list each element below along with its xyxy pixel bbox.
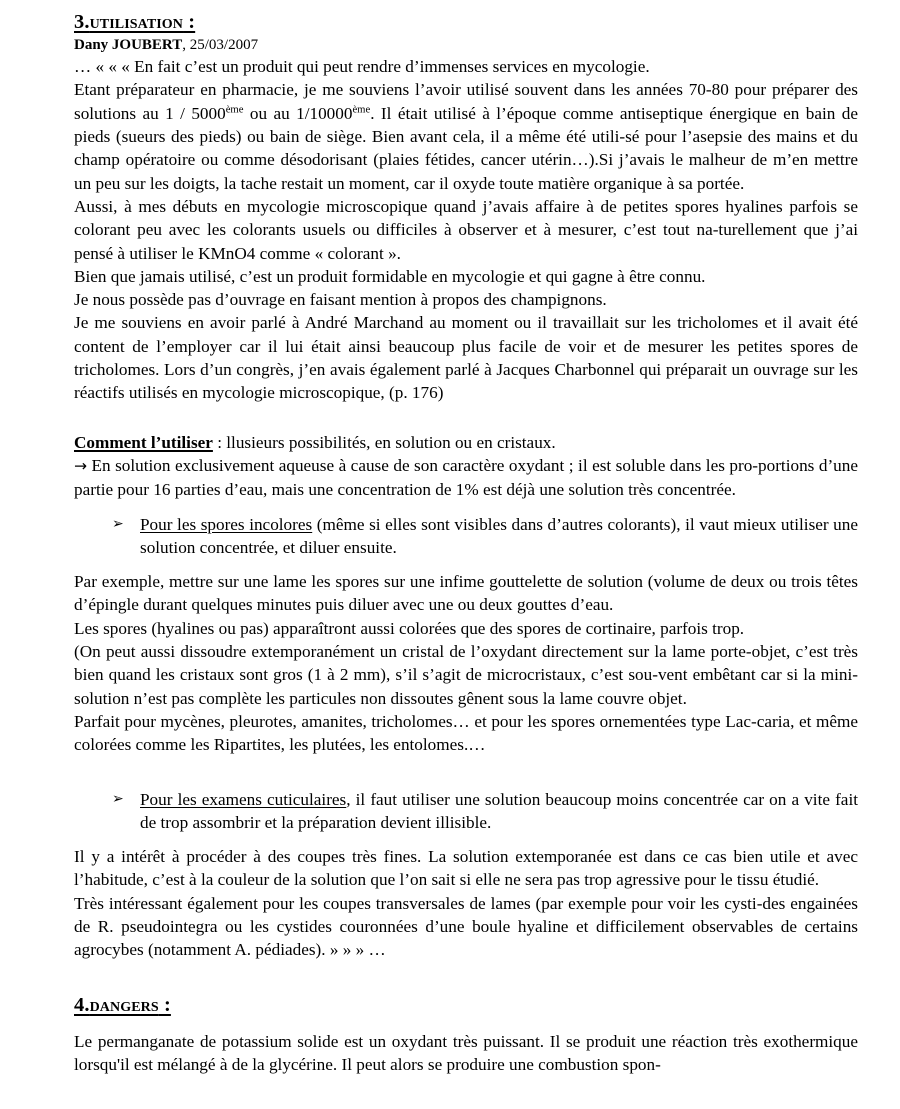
list-item-colorless-spores [74, 513, 858, 560]
ordinal-suffix-2: ème [352, 104, 371, 116]
aqueous-solution-text: En solution exclusivement aqueuse à cause de son caractère oxydant ; il est soluble dans les pro-portions d’une partie pour 16 parties d’eau, mais une concentration de 1% est déjà une solution très concentrée. [74, 455, 858, 500]
byline-author: Dany JOUBERT [74, 37, 183, 54]
how-to-use-heading: Comment l’utiliser [74, 432, 213, 452]
section-4-heading [74, 993, 858, 1017]
section-4-colon: : [158, 993, 171, 1016]
ordinal-suffix-1: ème [225, 104, 244, 116]
paragraph-pharmacist [74, 78, 858, 194]
byline [74, 36, 858, 54]
paragraph-spores-colored: Les spores (hyalines ou pas) apparaîtront aussi colorées que des spores de cortinaire, parfois trop. [74, 618, 745, 638]
paragraph-aqueous-solution [74, 454, 858, 502]
paragraph-perfect-for-species: Parfait pour mycènes, pleurotes, amanites, tricholomes… et pour les spores ornementées type Lac-caria, et même colorées comme les Ripartites, les plutées, les entolomes.… [74, 711, 858, 755]
spacer [74, 502, 858, 513]
bullet1-lead: Pour les spores incolores [140, 514, 313, 534]
bullet1-rest: (même si elles sont visibles dans d’autres colorants), il vaut mieux utiliser une solution concentrée, et diluer ensuite. [140, 514, 859, 557]
section-3-number: 3. [74, 11, 90, 33]
paragraph-example-slide: Par exemple, mettre sur une lame les spores sur une infime gouttelette de solution (volume de deux ou trois têtes d’épingle durant quelques minutes puis diluer avec une ou deux gouttes d’eau. [74, 572, 858, 615]
paragraph-dissolve-crystal: (On peut aussi dissoudre extemporanément un cristal de l’oxydant directement sur la lame porte-objet, c’est très bien quand les cristaux sont gros (1 à 2 mm), s’il s’agit de microcristaux, c’est sou-vent embêtant car si la mini-solution n’est pas complète les particules non dissoutes gênent sous la lame couvre objet. [74, 642, 858, 708]
spacer [74, 405, 858, 431]
section-3-heading [74, 10, 858, 34]
paragraph-how-to-use [74, 431, 858, 454]
paragraph-pharmacist-part1: Etant préparateur en pharmacie, je me souviens l’avoir utilisé souvent dans les années 70-80 pour préparer des solutions au 1 / 5000 [74, 80, 858, 123]
paragraph-intro: … « « « En fait c’est un produit qui peut rendre d’immenses services en mycologie. [74, 57, 650, 77]
spacer [74, 757, 858, 788]
section-3-title: utilisation [89, 11, 184, 33]
arrow-icon: → [74, 456, 87, 475]
spacer [74, 962, 858, 993]
byline-date: , 25/03/2007 [182, 37, 259, 54]
paragraph-pharmacist-part3: . Il était utilisé à l’époque comme antiseptique énergique en bain de pieds (sueurs des pieds) ou bain de siège. Bien avant cela, il a même été utili-sé pour l’asepsie des mains et du champ opératoire ou comme désodorisant (plaies fétides, cancer utérin…).Si j’avais le malheur de m’en mettre un peu sur les doigts, la tache restait un moment, car il oxyde toute matière organique à sa portée. [74, 103, 859, 193]
paragraph-thin-sections: Il y a intérêt à procéder à des coupes très fines. La solution extemporanée est dans ce cas bien utile et avec l’habitude, c’est à la couleur de la solution que l’on sait si elle ne sera pas trop agressive pour le tissu étudié. [74, 847, 858, 890]
paragraph-no-literature: Je nous possède pas d’ouvrage en faisant mention à propos des champignons. [74, 290, 607, 310]
paragraph-dangers-intro: Le permanganate de potassium solide est un oxydant très puissant. Il se produit une réaction très exothermique lorsqu'il est mélangé à de la glycérine. Il peut alors se produire une combustion spon- [74, 1031, 858, 1075]
list-item-text [140, 788, 858, 835]
arrow-bullet-icon: ➢ [112, 515, 124, 532]
arrow-bullet-icon: ➢ [112, 790, 124, 807]
paragraph-microscopy: Aussi, à mes débuts en mycologie microscopique quand j’avais affaire à de petites spores hyalines parfois se colorant peu avec les colorants usuels ou difficiles à observer et à mesurer, c’est tout na-turellement que j’ai pensé à utiliser le KMnO4 comme « colorant ». [74, 196, 858, 263]
bullet2-lead: Pour les examens cuticulaires [140, 789, 347, 809]
spacer [74, 834, 858, 845]
bullet2-rest: , il faut utiliser une solution beaucoup moins concentrée car on a vite fait de trop assombrir et la préparation devient illisible. [140, 789, 858, 832]
section-4-number: 4. [74, 993, 90, 1016]
spacer [74, 1019, 858, 1030]
paragraph-remarkable-product: Bien que jamais utilisé, c’est un produit formidable en mycologie et qui gagne à être connu. [74, 266, 706, 286]
section-4-title: dangers [89, 993, 159, 1016]
how-to-use-rest: : llusieurs possibilités, en solution ou en cristaux. [212, 432, 556, 452]
paragraph-pharmacist-part2: ou au 1/10000 [243, 103, 353, 123]
paragraph-transversal-sections: Très intéressant également pour les coupes transversales de lames (par exemple pour voir les cysti-des engainées de R. pseudointegra ou les cystides couronnées d’une boule hyaline et difficilement observables de certains agrocybes (notamment A. pédiades). » » » … [74, 893, 858, 960]
list-item-cuticular-exams [74, 788, 858, 835]
section-3-colon: : [183, 11, 196, 33]
list-item-text [140, 513, 858, 560]
spacer [74, 559, 858, 570]
paragraph-andre-marchand: Je me souviens en avoir parlé à André Marchand au moment ou il travaillait sur les tricholomes et il avait été content de l’employer car il lui était ainsi beaucoup plus facile de voir et de mesurer les petites spores de tricholomes. Lors d’un congrès, j’en avais également parlé à Jacques Charbonnel qui préparait un ouvrage sur les réactifs utilisés en mycologie microscopique, (p. 176) [74, 313, 858, 403]
